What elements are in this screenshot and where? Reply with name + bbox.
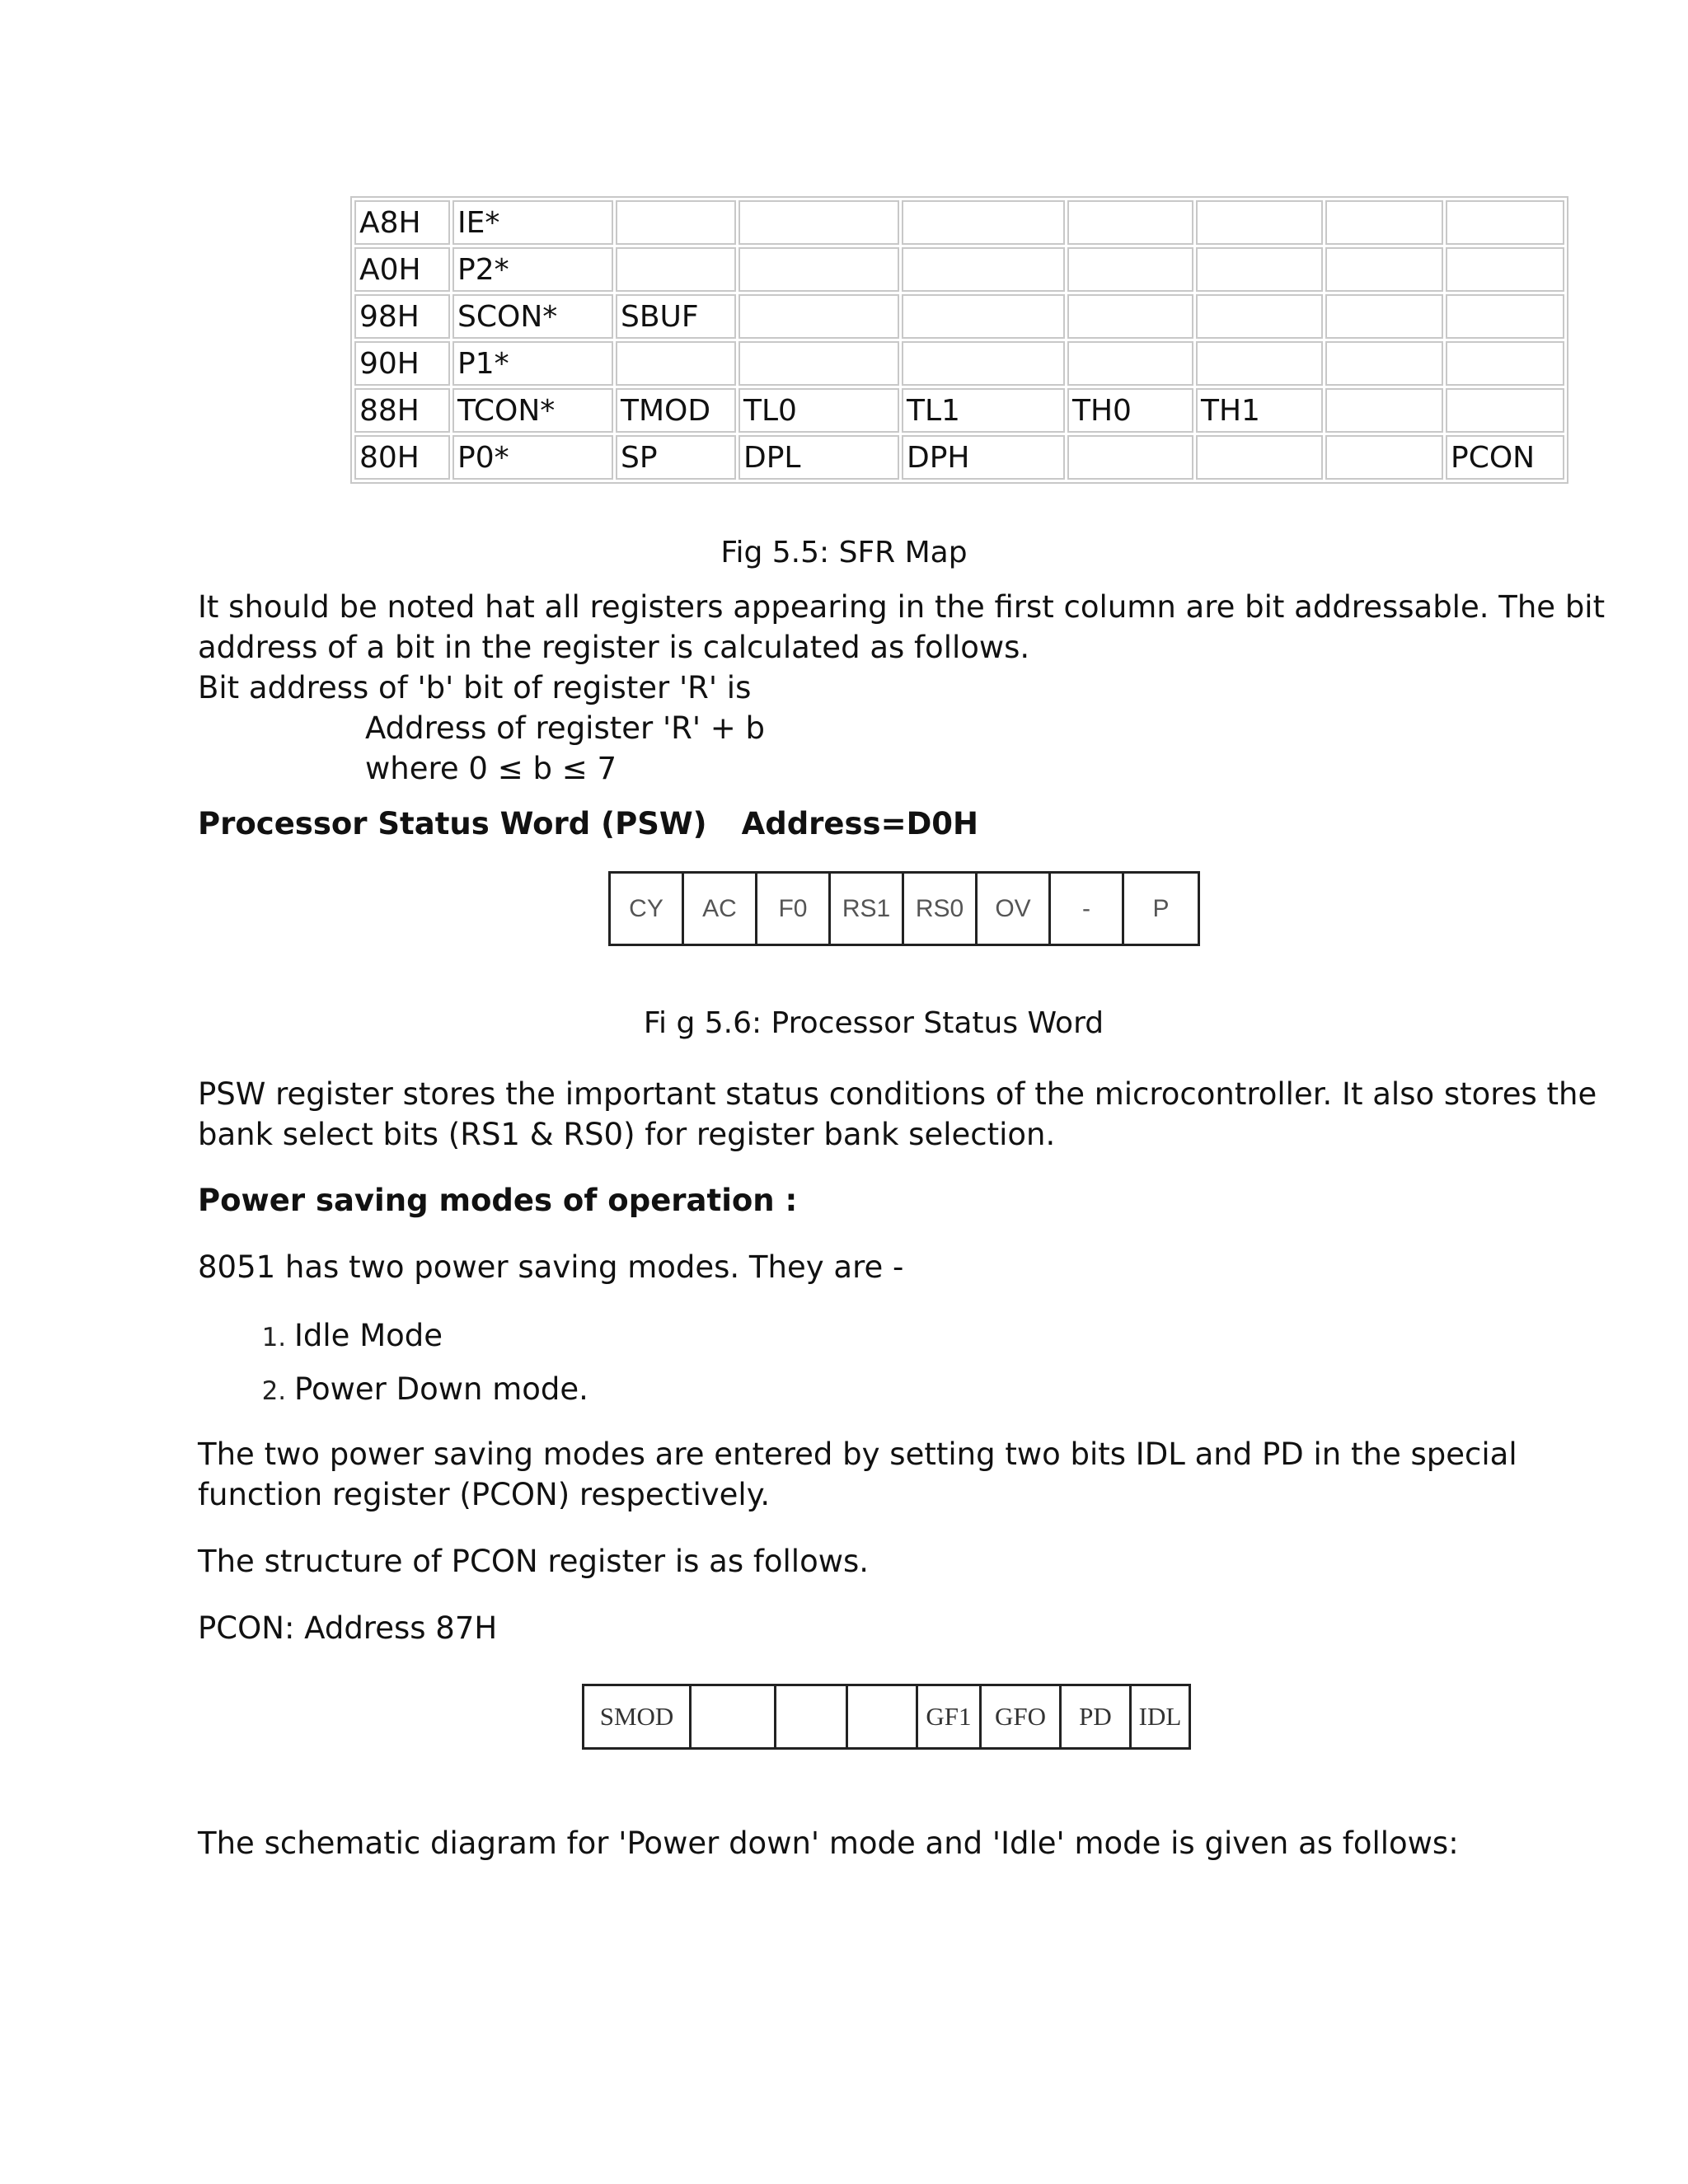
power-saving-heading: Power saving modes of operation : bbox=[198, 1183, 798, 1218]
sfr-register-cell: SCON* bbox=[452, 294, 613, 339]
bit-address-of-line: Bit address of 'b' bit of register 'R' is bbox=[198, 670, 752, 705]
psw-description: PSW register stores the important status conditions of the microcontroller. It also stores the bank select bits (RS1 & RS0) for register bank selection. bbox=[198, 1076, 1597, 1152]
psw-bit-cell: CY bbox=[611, 874, 684, 944]
sfr-register-cell: DPH bbox=[902, 435, 1065, 480]
table-row bbox=[354, 388, 1564, 433]
sfr-register-cell: SP bbox=[616, 435, 736, 480]
list-item: 2. Power Down mode. bbox=[294, 1362, 588, 1416]
power-modes-list bbox=[243, 1309, 588, 1416]
sfr-register-cell bbox=[1325, 341, 1443, 386]
sfr-register-cell: TH0 bbox=[1067, 388, 1193, 433]
pcon-bit-cell: IDL bbox=[1138, 1702, 1182, 1731]
sfr-address-cell: 80H bbox=[354, 435, 450, 480]
psw-bit-cell: F0 bbox=[757, 874, 831, 944]
sfr-register-cell: TMOD bbox=[616, 388, 736, 433]
psw-caption: Fi g 5.6: Processor Status Word bbox=[643, 1006, 1104, 1040]
psw-bit-cell: RS0 bbox=[904, 874, 978, 944]
sfr-register-cell bbox=[1196, 247, 1323, 292]
sfr-register-cell bbox=[1325, 435, 1443, 480]
psw-bit-cell: - bbox=[1051, 874, 1124, 944]
psw-heading bbox=[198, 804, 1624, 844]
psw-bit-diagram bbox=[608, 871, 1200, 946]
sfr-register-cell bbox=[902, 247, 1065, 292]
pcon-bit-cell: GFO bbox=[982, 1686, 1062, 1747]
sfr-register-cell bbox=[902, 200, 1065, 245]
sfr-register-cell: P0* bbox=[452, 435, 613, 480]
sfr-register-cell: PCON bbox=[1446, 435, 1564, 480]
sfr-register-cell bbox=[1446, 247, 1564, 292]
pcon-address-line: PCON: Address 87H bbox=[198, 1610, 498, 1646]
sfr-register-cell bbox=[616, 200, 736, 245]
table-row bbox=[354, 200, 1564, 245]
sfr-map-table bbox=[350, 196, 1568, 484]
sfr-register-cell bbox=[616, 247, 736, 292]
psw-bit-cell: RS1 bbox=[831, 874, 904, 944]
sfr-address-cell: A8H bbox=[354, 200, 450, 245]
sfr-register-cell bbox=[1446, 200, 1564, 245]
sfr-register-cell: TH1 bbox=[1196, 388, 1323, 433]
sfr-register-cell bbox=[1196, 200, 1323, 245]
psw-bit-cell: AC bbox=[684, 874, 757, 944]
psw-bit-cell: P bbox=[1152, 894, 1170, 922]
list-item: 1. Idle Mode bbox=[294, 1309, 588, 1362]
pcon-bit-cell: GF1 bbox=[918, 1686, 982, 1747]
pcon-structure-paragraph: The structure of PCON register is as follows. bbox=[198, 1544, 870, 1579]
sfr-register-cell bbox=[1067, 341, 1193, 386]
sfr-register-cell: TL1 bbox=[902, 388, 1065, 433]
sfr-register-cell: TL0 bbox=[738, 388, 899, 433]
psw-bit-cell: OV bbox=[978, 874, 1051, 944]
pcon-bit-cell: PD bbox=[1062, 1686, 1132, 1747]
sfr-map-caption: Fig 5.5: SFR Map bbox=[720, 536, 968, 569]
sfr-register-cell: IE* bbox=[452, 200, 613, 245]
table-row bbox=[354, 435, 1564, 480]
sfr-register-cell bbox=[1325, 294, 1443, 339]
sfr-register-cell bbox=[1067, 200, 1193, 245]
pcon-bit-cell bbox=[692, 1686, 776, 1747]
sfr-register-cell bbox=[1446, 294, 1564, 339]
sfr-register-cell bbox=[1325, 247, 1443, 292]
sfr-register-cell bbox=[1325, 388, 1443, 433]
sfr-register-cell bbox=[1067, 294, 1193, 339]
sfr-address-cell: A0H bbox=[354, 247, 450, 292]
sfr-register-cell bbox=[1446, 341, 1564, 386]
sfr-register-cell bbox=[902, 294, 1065, 339]
pcon-bit-cell bbox=[848, 1686, 918, 1747]
sfr-register-cell bbox=[738, 341, 899, 386]
sfr-address-cell: 90H bbox=[354, 341, 450, 386]
sfr-register-cell: P1* bbox=[452, 341, 613, 386]
sfr-register-cell bbox=[616, 341, 736, 386]
bit-addressable-paragraph: It should be noted hat all registers appearing in the first column are bit addressable. The bit address of a bit in the register is calculated as follows. bbox=[198, 589, 1606, 665]
sfr-register-cell: DPL bbox=[738, 435, 899, 480]
sfr-register-cell bbox=[1325, 200, 1443, 245]
sfr-register-cell bbox=[1067, 247, 1193, 292]
table-row bbox=[354, 341, 1564, 386]
sfr-register-cell: TCON* bbox=[452, 388, 613, 433]
sfr-register-cell: P2* bbox=[452, 247, 613, 292]
pcon-bit-cell bbox=[776, 1686, 848, 1747]
sfr-register-cell bbox=[1446, 388, 1564, 433]
sfr-register-cell bbox=[738, 200, 899, 245]
pcon-bit-cell: SMOD bbox=[584, 1686, 692, 1747]
sfr-address-cell: 98H bbox=[354, 294, 450, 339]
entered-by-paragraph: The two power saving modes are entered by setting two bits IDL and PD in the special function register (PCON) respectively. bbox=[198, 1436, 1517, 1512]
sfr-register-cell bbox=[902, 341, 1065, 386]
pcon-bit-diagram bbox=[582, 1684, 1191, 1750]
table-row bbox=[354, 294, 1564, 339]
sfr-register-cell bbox=[1196, 341, 1323, 386]
schematic-paragraph: The schematic diagram for 'Power down' mode and 'Idle' mode is given as follows: bbox=[198, 1825, 1459, 1861]
psw-title: Processor Status Word (PSW) bbox=[198, 806, 707, 841]
sfr-register-cell bbox=[738, 294, 899, 339]
table-row bbox=[354, 247, 1564, 292]
formula-line: Address of register 'R' + b bbox=[365, 710, 766, 746]
sfr-register-cell: SBUF bbox=[616, 294, 736, 339]
sfr-register-cell bbox=[1067, 435, 1193, 480]
sfr-register-cell bbox=[1196, 294, 1323, 339]
sfr-address-cell: 88H bbox=[354, 388, 450, 433]
psw-address: Address=D0H bbox=[741, 806, 978, 841]
sfr-register-cell bbox=[738, 247, 899, 292]
where-line: where 0 ≤ b ≤ 7 bbox=[365, 751, 617, 786]
sfr-register-cell bbox=[1196, 435, 1323, 480]
two-modes-paragraph: 8051 has two power saving modes. They are - bbox=[198, 1249, 904, 1285]
